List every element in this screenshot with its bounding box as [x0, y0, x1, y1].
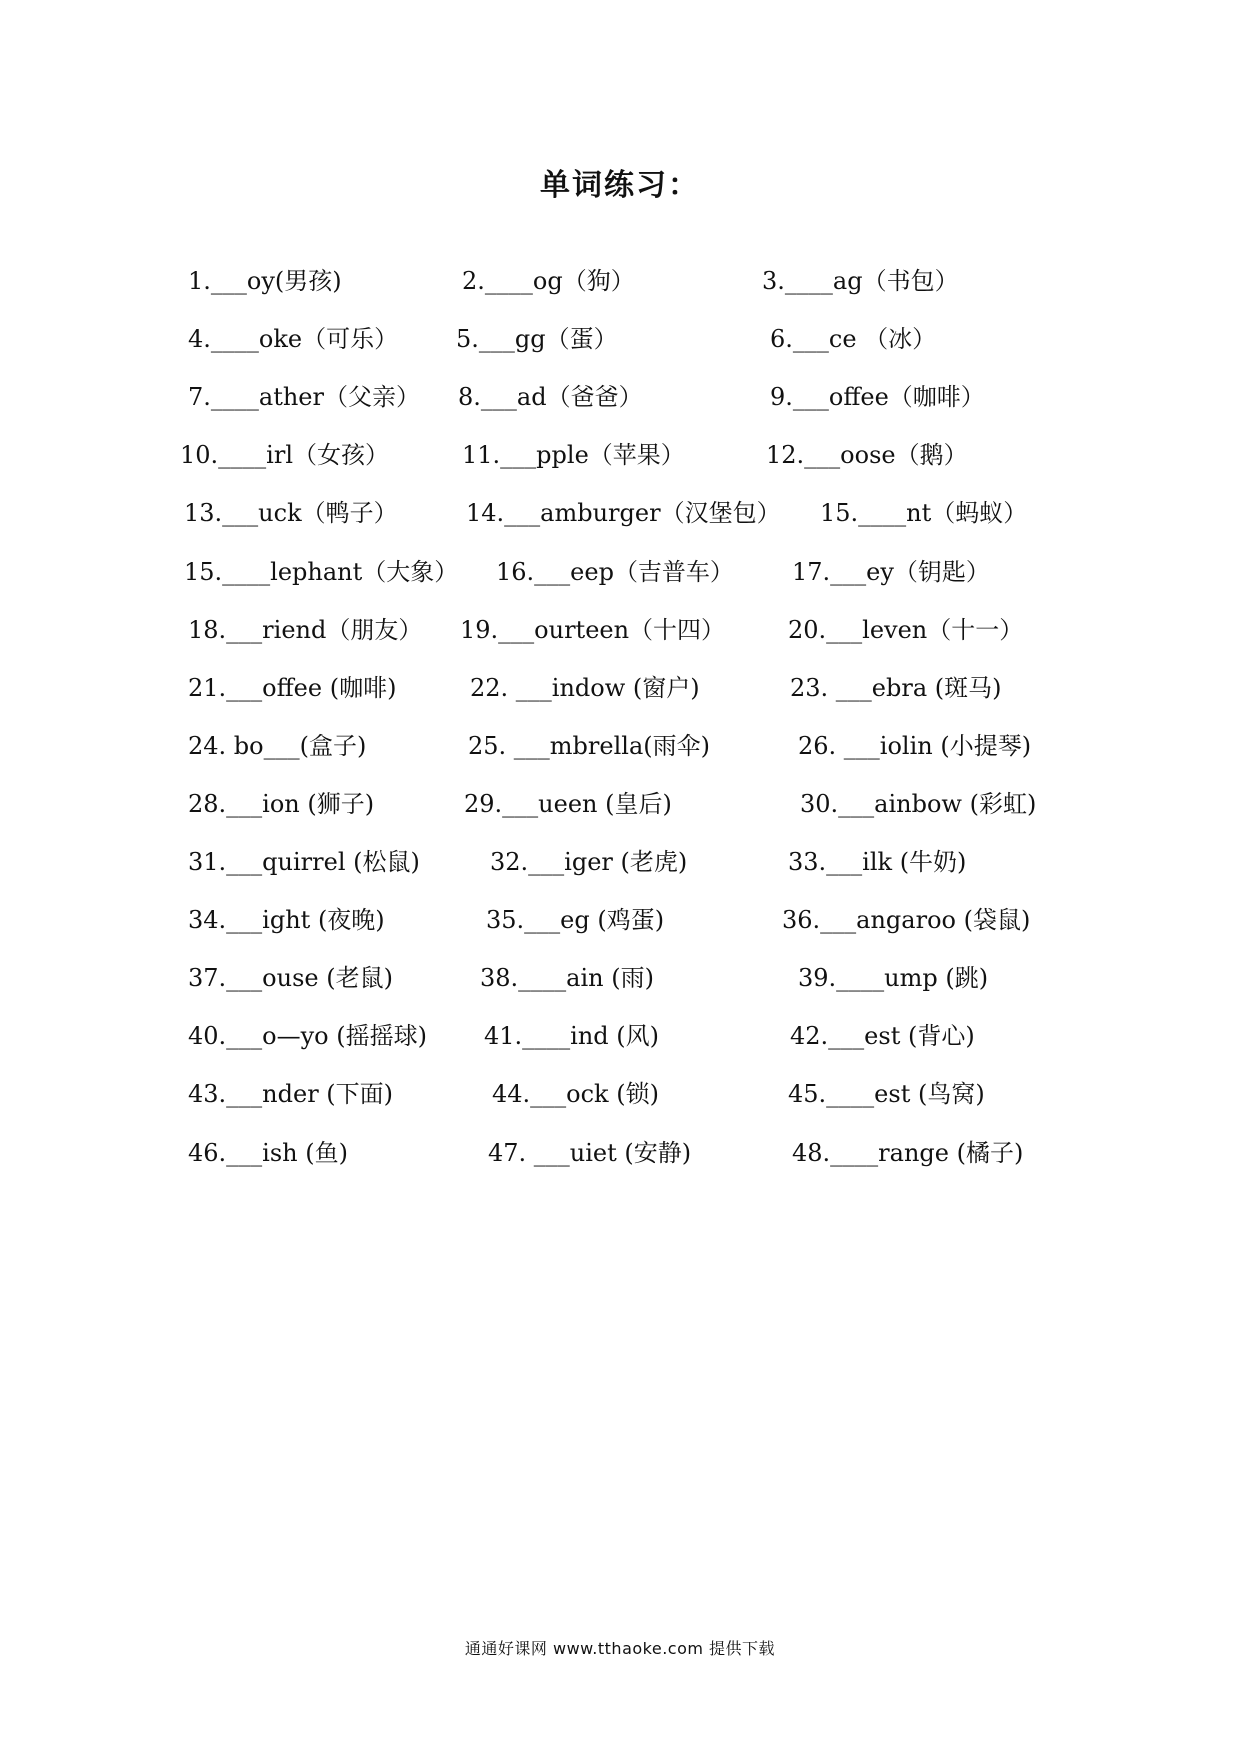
exercise-item: 4.____oke（可乐） — [188, 325, 399, 353]
exercise-item: 34.___ight (夜晚) — [188, 906, 385, 934]
exercise-item: 1.___oy(男孩) — [188, 267, 342, 295]
exercise-row — [0, 380, 1240, 420]
exercise-row — [0, 961, 1240, 1001]
exercise-row — [0, 729, 1240, 769]
exercise-row — [0, 903, 1240, 943]
exercise-item: 20.___leven（十一） — [788, 616, 1024, 644]
exercise-item: 23. ___ebra (斑马) — [790, 674, 1002, 702]
exercise-item: 31.___quirrel (松鼠) — [188, 848, 420, 876]
exercise-item: 19.___ourteen（十四） — [460, 616, 726, 644]
exercise-item: 35.___eg (鸡蛋) — [486, 906, 665, 934]
exercise-item: 21.___offee (咖啡) — [188, 674, 397, 702]
exercise-item: 33.___ilk (牛奶) — [788, 848, 967, 876]
exercise-item: 14.___amburger（汉堡包） — [466, 499, 781, 527]
exercise-item: 2.____og（狗） — [462, 267, 635, 295]
exercise-item: 12.___oose（鹅） — [766, 441, 968, 469]
exercise-row — [0, 1077, 1240, 1117]
exercise-item: 18.___riend（朋友） — [188, 616, 423, 644]
exercise-item: 29.___ueen (皇后) — [464, 790, 672, 818]
exercise-row — [0, 613, 1240, 653]
exercise-item: 42.___est (背心) — [790, 1022, 975, 1050]
exercise-row — [0, 438, 1240, 478]
exercise-item: 28.___ion (狮子) — [188, 790, 375, 818]
exercise-item: 15.____nt（蚂蚁） — [820, 499, 1028, 527]
exercise-item: 22. ___indow (窗户) — [470, 674, 700, 702]
exercise-item: 26. ___iolin (小提琴) — [798, 732, 1032, 760]
exercise-row — [0, 264, 1240, 304]
exercise-item: 11.___pple（苹果） — [462, 441, 685, 469]
exercise-item: 6.___ce （冰） — [770, 325, 937, 353]
exercise-item: 17.___ey（钥匙） — [792, 558, 990, 586]
exercise-item: 13.___uck（鸭子） — [184, 499, 398, 527]
exercise-item: 47. ___uiet (安静) — [488, 1139, 692, 1167]
exercise-item: 30.___ainbow (彩虹) — [800, 790, 1037, 818]
exercise-item: 38.____ain (雨) — [480, 964, 654, 992]
exercise-row — [0, 671, 1240, 711]
exercise-item: 25. ___mbrella(雨伞) — [468, 732, 710, 760]
exercise-row — [0, 1019, 1240, 1059]
exercise-item: 45.____est (鸟窝) — [788, 1080, 985, 1108]
exercise-item: 37.___ouse (老鼠) — [188, 964, 393, 992]
exercise-item: 15.____lephant（大象） — [184, 558, 459, 586]
exercise-item: 32.___iger (老虎) — [490, 848, 688, 876]
exercise-item: 9.___offee（咖啡） — [770, 383, 985, 411]
exercise-item: 46.___ish (鱼) — [188, 1139, 348, 1167]
exercise-row — [0, 787, 1240, 827]
page-title: 单词练习： — [540, 168, 700, 203]
exercise-row — [0, 1136, 1240, 1176]
exercise-item: 8.___ad（爸爸） — [458, 383, 643, 411]
exercise-item: 48.____range (橘子) — [792, 1139, 1024, 1167]
exercise-item: 10.____irl（女孩） — [180, 441, 389, 469]
exercise-item: 3.____ag（书包） — [762, 267, 959, 295]
exercise-item: 24. bo___(盒子) — [188, 732, 367, 760]
exercise-item: 5.___gg（蛋） — [456, 325, 618, 353]
exercise-item: 40.___o—yo (摇摇球) — [188, 1022, 427, 1050]
exercise-item: 44.___ock (锁) — [492, 1080, 659, 1108]
exercise-row — [0, 496, 1240, 536]
exercise-item: 43.___nder (下面) — [188, 1080, 394, 1108]
exercise-item: 39.____ump (跳) — [798, 964, 989, 992]
footer-text: 通通好课网 www.tthaoke.com 提供下载 — [464, 1639, 776, 1658]
exercise-item: 36.___angaroo (袋鼠) — [782, 906, 1031, 934]
exercise-item: 41.____ind (风) — [484, 1022, 660, 1050]
exercise-item: 16.___eep（吉普车） — [496, 558, 734, 586]
exercise-row — [0, 322, 1240, 362]
exercise-row — [0, 845, 1240, 885]
exercise-row — [0, 555, 1240, 595]
exercise-item: 7.____ather（父亲） — [188, 383, 420, 411]
